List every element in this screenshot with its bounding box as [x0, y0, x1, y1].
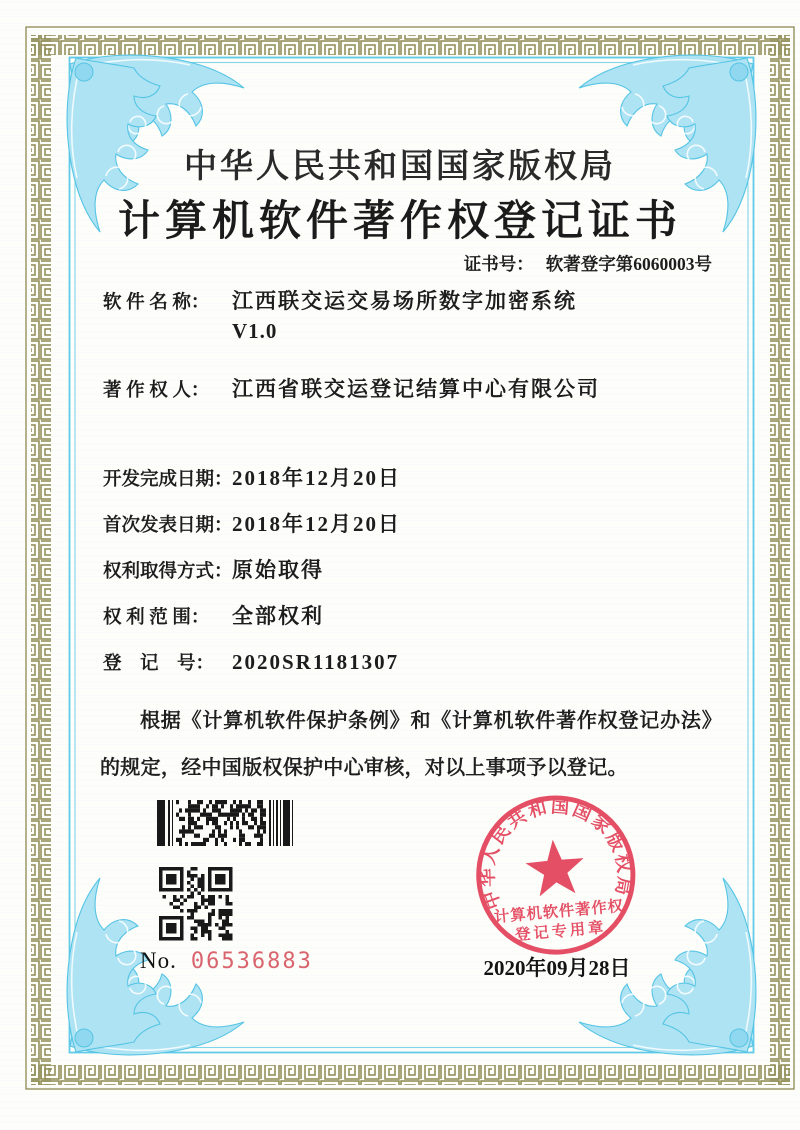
qr-code: [159, 867, 233, 941]
field-label: 权 利 范 围：: [103, 608, 210, 628]
field-label: 开发完成日期：: [103, 470, 233, 490]
issuer-title: 中华人民共和国国家版权局: [184, 149, 616, 185]
official-seal: [471, 792, 641, 962]
serial-number: 06536883: [190, 949, 313, 974]
registration-statement: 根据《计算机软件保护条例》和《计算机软件著作权登记办法》的规定，经中国版权保护中心审核，对以上事项予以登记。: [100, 710, 722, 779]
field-value: 原始取得: [232, 558, 324, 582]
field-value: 2020SR1181307: [232, 650, 400, 674]
field-value: 2018年12月20日: [232, 512, 401, 536]
issue-date: 2020年09月28日: [483, 956, 631, 980]
serial-number-row: [140, 948, 313, 974]
field-label: 软 件 名 称：: [103, 293, 210, 313]
field-row-dev-complete-date: [103, 463, 401, 493]
seal-ring-text: 中华人民共和国国家版权局: [477, 796, 635, 912]
certificate-title: 计算机软件著作权登记证书: [117, 199, 682, 245]
field-row-copyright-owner: [103, 374, 600, 404]
field-label: 权利取得方式：: [103, 562, 233, 582]
seal-text-line1: 计算机软件著作权: [493, 897, 625, 927]
field-value: [232, 286, 577, 346]
field-value: 2018年12月20日: [232, 466, 401, 490]
certificate-number-label: 证书号：: [463, 254, 534, 274]
field-row-registration-number: [103, 647, 399, 677]
certificate-number-value: 软著登字第6060003号: [545, 254, 712, 274]
field-row-rights-scope: [103, 601, 324, 631]
seal-text-line2: 登记专用章: [514, 919, 607, 945]
field-value-line: 江西联交运交易场所数字加密系统: [232, 289, 577, 313]
field-label: 首次发表日期：: [103, 516, 233, 536]
field-value-line: V1.0: [232, 319, 278, 343]
field-label: 登 记 号：: [103, 654, 215, 674]
seal-star-icon: [524, 837, 587, 897]
serial-prefix: No.: [140, 948, 177, 973]
field-row-first-publish-date: [103, 509, 401, 539]
field-row-rights-acquisition: [103, 555, 324, 585]
field-value: 江西省联交运登记结算中心有限公司: [232, 377, 600, 401]
field-row-software-name: [103, 286, 577, 346]
certificate-number-row: [464, 251, 712, 276]
barcode: [157, 800, 295, 846]
field-value: 全部权利: [232, 604, 324, 628]
field-label: 著 作 权 人：: [103, 381, 210, 401]
